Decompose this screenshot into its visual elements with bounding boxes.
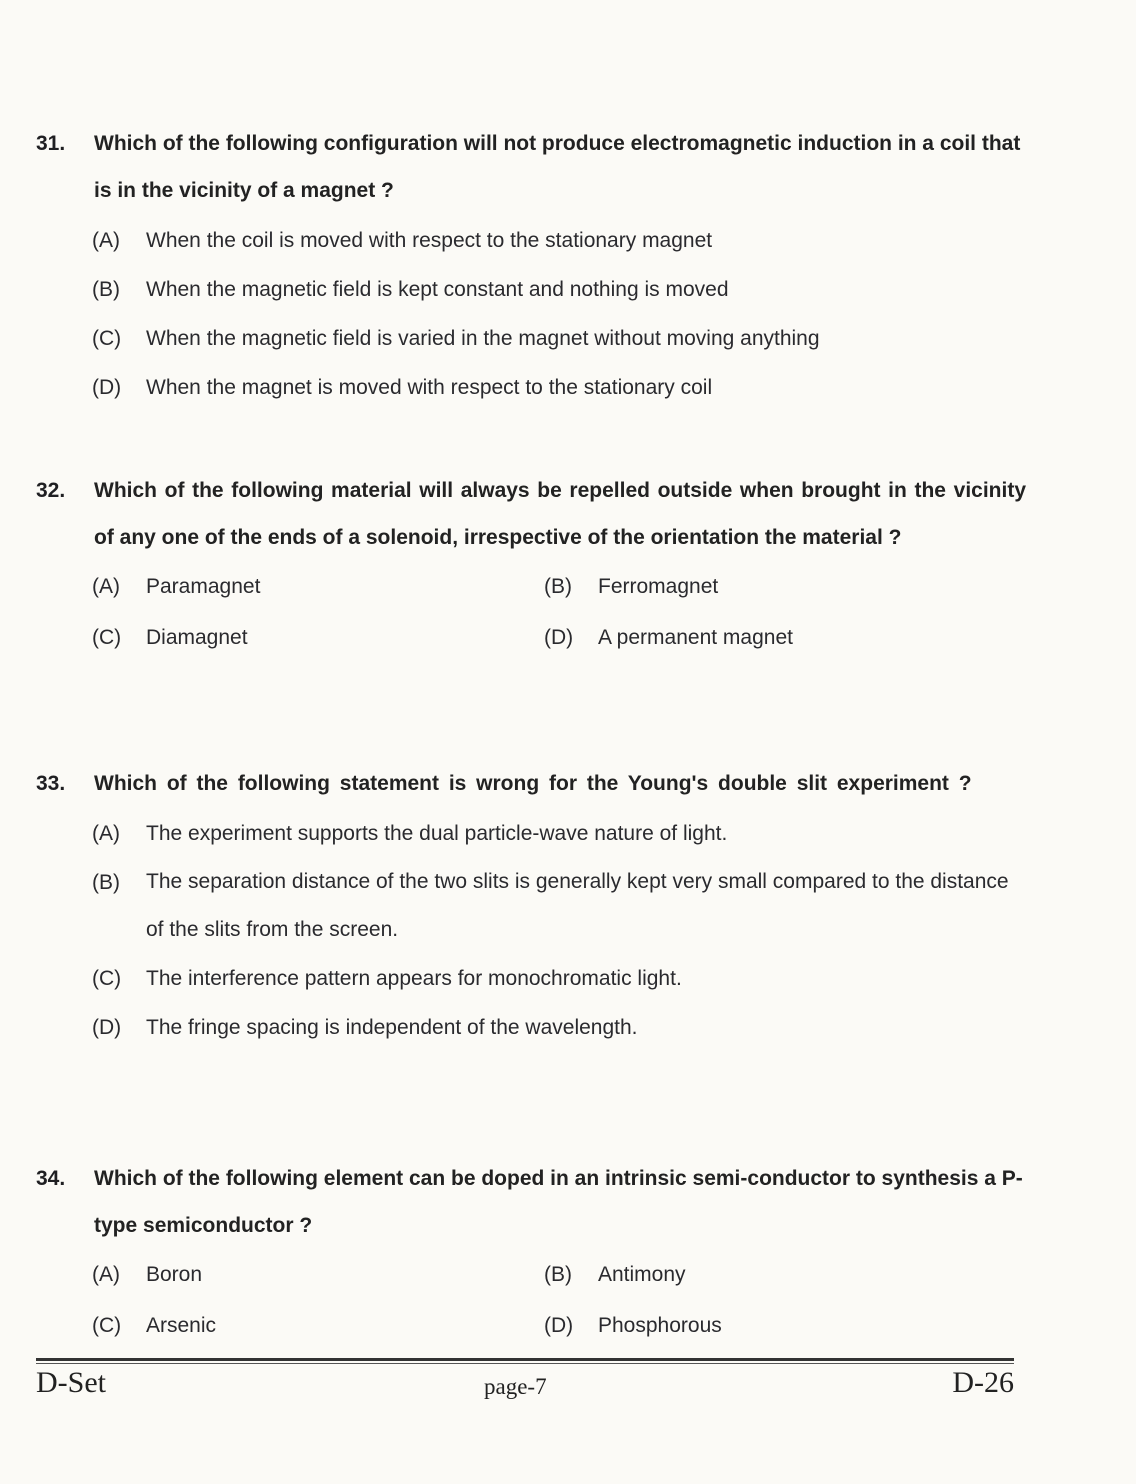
option-label: (D) xyxy=(92,376,122,399)
question-number: 33. xyxy=(36,772,66,795)
option-label: (C) xyxy=(92,626,122,649)
option-text: A permanent magnet xyxy=(598,626,793,649)
option-label: (B) xyxy=(544,575,572,598)
question-text: Which of the following configuration will not produce electromagnetic induction in a coil that is in the vicinity of a magnet ? xyxy=(94,132,1021,202)
option-label: (B) xyxy=(544,1263,572,1286)
option-label: (A) xyxy=(92,822,120,845)
question-32 xyxy=(36,467,1026,663)
option-a xyxy=(92,809,1026,858)
option-text: Paramagnet xyxy=(146,575,261,598)
option-text: Arsenic xyxy=(146,1314,217,1337)
option-text: The experiment supports the dual particle-wave nature of light. xyxy=(146,822,728,845)
question-text: Which of the following material will always be repelled outside when brought in the vicinity of any one of the ends of a solenoid, irrespective of the orientation the material ? xyxy=(94,479,1026,549)
option-a xyxy=(92,1249,544,1300)
option-label: (A) xyxy=(92,1263,120,1286)
paper-code: D-26 xyxy=(952,1366,1014,1399)
option-text: Boron xyxy=(146,1263,203,1286)
option-d xyxy=(544,1300,996,1351)
page-number: page-7 xyxy=(484,1374,547,1399)
option-c xyxy=(92,612,544,663)
option-label: (D) xyxy=(92,1016,122,1039)
option-text: Antimony xyxy=(598,1263,686,1286)
option-text: When the coil is moved with respect to the stationary magnet xyxy=(146,229,713,252)
option-text: The interference pattern appears for monochromatic light. xyxy=(146,967,682,990)
option-d xyxy=(544,612,996,663)
option-text: Ferromagnet xyxy=(598,575,719,598)
option-label: (A) xyxy=(92,575,120,598)
option-text: When the magnetic field is kept constant and nothing is moved xyxy=(146,278,729,301)
option-a xyxy=(92,561,544,612)
option-label: (A) xyxy=(92,229,120,252)
option-label: (D) xyxy=(544,1314,574,1337)
option-b xyxy=(92,858,1026,954)
option-text: Phosphorous xyxy=(598,1314,722,1337)
question-34 xyxy=(36,1155,1026,1351)
option-c xyxy=(92,314,1026,363)
page-footer xyxy=(36,1364,1014,1404)
question-number: 34. xyxy=(36,1167,66,1190)
option-a xyxy=(92,216,1026,265)
question-text: Which of the following statement is wrong for the Young's double slit experiment ? xyxy=(94,772,972,795)
option-label: (D) xyxy=(544,626,574,649)
option-label: (B) xyxy=(92,278,120,301)
option-c xyxy=(92,954,1026,1003)
option-c xyxy=(92,1300,544,1351)
option-text: When the magnetic field is varied in the magnet without moving anything xyxy=(146,327,820,350)
footer-divider xyxy=(36,1358,1014,1361)
option-text: When the magnet is moved with respect to the stationary coil xyxy=(146,376,713,399)
option-b xyxy=(92,265,1026,314)
option-label: (C) xyxy=(92,327,122,350)
option-label: (C) xyxy=(92,1314,122,1337)
question-33 xyxy=(36,760,1026,1052)
option-text: Diamagnet xyxy=(146,626,248,649)
option-b xyxy=(544,561,996,612)
question-text: Which of the following element can be doped in an intrinsic semi-conductor to synthesis a P-type semiconductor ? xyxy=(94,1167,1023,1237)
set-label: D-Set xyxy=(36,1366,106,1399)
option-text: The fringe spacing is independent of the wavelength. xyxy=(146,1016,638,1039)
question-31 xyxy=(36,120,1026,412)
option-text: The separation distance of the two slits is generally kept very small compared to the distance of the slits from the screen. xyxy=(146,870,1009,941)
option-d xyxy=(92,363,1026,412)
option-b xyxy=(544,1249,996,1300)
option-d xyxy=(92,1003,1026,1052)
option-label: (C) xyxy=(92,967,122,990)
question-number: 31. xyxy=(36,132,66,155)
option-label: (B) xyxy=(92,871,120,894)
question-number: 32. xyxy=(36,479,66,502)
